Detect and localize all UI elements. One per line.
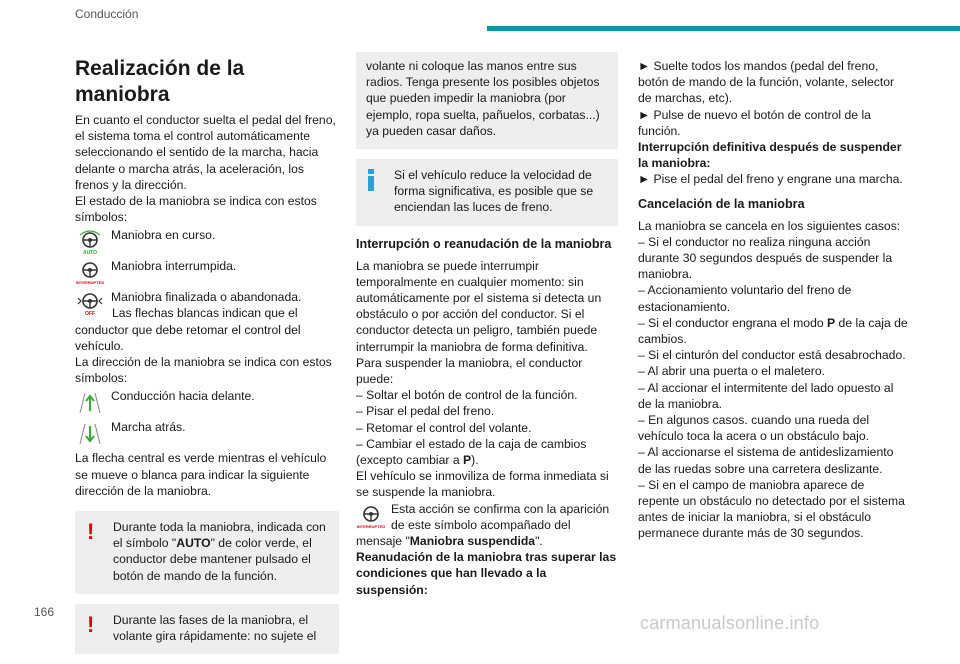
symbol-row-reverse xyxy=(75,418,339,448)
svg-text:INTERRUPTED: INTERRUPTED xyxy=(75,280,105,286)
instruction-bullet: ► Pise el pedal del freno y engrane una marcha. xyxy=(638,172,903,187)
svg-text:OFF: OFF xyxy=(85,311,95,318)
paragraph: Para suspender la maniobra, el conductor puede: xyxy=(356,355,583,387)
list-item: – Si el cinturón del conductor está desabrochado. xyxy=(638,348,906,363)
list-item: – Si en el campo de maniobra aparece de repente un obstáculo no detectado por el sistema antes de iniciar la maniobra, si el obstáculo permanece durante más de 30 segundos. xyxy=(638,477,905,541)
page-title: Realización de la maniobra xyxy=(75,57,245,106)
svg-text:AUTO: AUTO xyxy=(82,250,98,257)
svg-text:INTERRUPTED: INTERRUPTED xyxy=(356,523,386,529)
instruction-bullet: ► Pulse de nuevo el botón de control de la función. xyxy=(638,107,871,138)
paragraph: La maniobra se cancela en los siguientes casos: xyxy=(638,218,901,233)
paragraph: La dirección de la maniobra se indica con estos símbolos: xyxy=(75,355,332,386)
section-heading: Interrupción o reanudación de la maniobra xyxy=(356,236,612,251)
column-1 xyxy=(75,56,339,664)
paragraph-bold: Reanudación de la maniobra tras superar las condiciones que han llevado a la suspensión: xyxy=(356,550,617,597)
steering-interrupted-icon xyxy=(75,257,105,287)
list-item: – Retomar el control del volante. xyxy=(356,420,532,435)
steering-interrupted-icon xyxy=(356,501,386,531)
symbol-description: Maniobra en curso. xyxy=(111,228,216,243)
paragraph: La flecha central es verde mientras el vehículo se mueve o blanca para indicar la siguiente dirección de la maniobra. xyxy=(75,451,327,498)
symbol-description: Maniobra finalizada o abandonada. xyxy=(111,290,302,305)
list-item: – En algunos casos. cuando una rueda del vehículo toca la acera o un obstáculo bajo. xyxy=(638,413,870,444)
list-item: – Al accionarse el sistema de antideslizamiento de las ruedas sobre una carretera deslizante. xyxy=(638,445,894,476)
page-number: 166 xyxy=(34,605,55,619)
info-note: Si el vehículo reduce la velocidad de forma significativa, es posible que se enciendan las luces de freno. xyxy=(356,159,618,226)
section-header: Conducción xyxy=(75,7,139,21)
warning-icon: ! xyxy=(87,611,95,637)
paragraph: INTERRUPTED Esta acción se confirma con la aparición de este símbolo acompañado del mensaje "Maniobra suspendida". xyxy=(356,501,610,549)
paragraph: La maniobra se puede interrumpir temporalmente en cualquier momento: sin automáticamente por el sistema si detecta un obstáculo o por acción del conductor. Si el conductor detecta un peligro, también puede interrumpir la maniobra de forma definitiva. xyxy=(356,258,602,354)
list-item: – Al abrir una puerta o el maletero. xyxy=(638,364,825,379)
symbol-row-interrupted xyxy=(75,257,339,287)
reverse-arrows-icon xyxy=(75,418,105,448)
list-item: – Si el conductor engrana el modo P de la caja de cambios. xyxy=(638,315,908,347)
symbol-row-forward xyxy=(75,387,339,417)
symbol-description: Conducción hacia delante. xyxy=(111,389,255,404)
warning-note: ! Durante toda la maniobra, indicada con el símbolo "AUTO" de color verde, el conductor debe mantener pulsado el botón de mando de la función. xyxy=(75,511,339,594)
info-icon xyxy=(368,169,374,191)
list-item: – Cambiar el estado de la caja de cambios (excepto cambiar a P). xyxy=(356,436,587,468)
paragraph: Las flechas blancas indican que el conductor que debe retomar el control del vehículo. xyxy=(75,306,301,353)
paragraph: El estado de la maniobra se indica con estos símbolos: xyxy=(75,194,317,225)
steering-auto-icon xyxy=(75,226,105,256)
warning-note-continued: volante ni coloque las manos entre sus radios. Tenga presente los posibles objetos que pueden impedir la maniobra (por ejemplo, ropa suelta, pañuelos, corbatas...) ya pueden casar daños. xyxy=(356,52,618,149)
column-3 xyxy=(638,58,908,542)
paragraph: El vehículo se inmoviliza de forma inmediata si se suspende la maniobra. xyxy=(356,469,609,500)
symbol-row-auto xyxy=(75,226,339,256)
symbol-description: Maniobra interrumpida. xyxy=(111,259,237,274)
section-heading: Cancelación de la maniobra xyxy=(638,196,805,211)
paragraph: En cuanto el conductor suelta el pedal del freno, el sistema toma el control automáticamente seleccionando el sentido de la marcha, hacia delante o marcha atrás, la aceleración, los frenos y la dirección. xyxy=(75,113,336,192)
list-item: – Accionamiento voluntario del freno de estacionamiento. xyxy=(638,283,852,314)
list-item: – Al accionar el intermitente del lado opuesto al de la maniobra. xyxy=(638,380,894,411)
steering-off-icon xyxy=(75,288,105,318)
list-item: – Soltar el botón de control de la función. xyxy=(356,388,578,403)
watermark: carmanualsonline.info xyxy=(640,613,820,633)
list-item: – Si el conductor no realiza ninguna acción durante 30 segundos después de suspender la maniobra. xyxy=(638,234,893,282)
paragraph-bold: Interrupción definitiva después de suspender la maniobra: xyxy=(638,140,902,171)
header-accent-bar xyxy=(487,26,960,31)
warning-note: ! Durante las fases de la maniobra, el volante gira rápidamente: no sujete el xyxy=(75,604,339,654)
column-2 xyxy=(356,52,618,598)
instruction-bullet: ► Suelte todos los mandos (pedal del freno, botón de mando de la función, volante, selector de marchas, etc). xyxy=(638,59,895,106)
warning-icon: ! xyxy=(87,519,95,545)
list-item: – Pisar el pedal del freno. xyxy=(356,404,495,419)
forward-arrows-icon xyxy=(75,387,105,417)
symbol-description: Marcha atrás. xyxy=(111,420,186,435)
